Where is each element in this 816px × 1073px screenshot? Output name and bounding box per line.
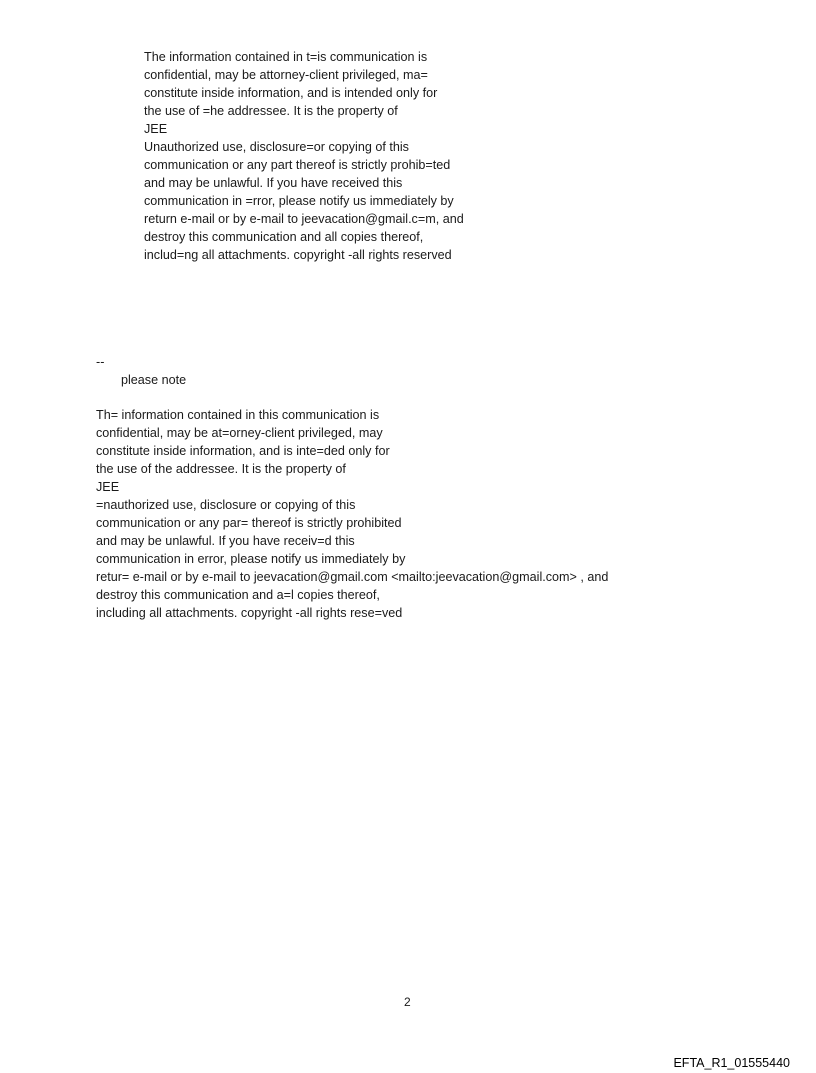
disclaimer-line: communication in =rror, please notify us immediately by xyxy=(144,194,454,208)
disclaimer-line: the use of =he addressee. It is the property of xyxy=(144,104,398,118)
disclaimer-line: confidential, may be attorney-client privileged, ma= xyxy=(144,68,428,82)
please-note-label: please note xyxy=(121,373,187,387)
disclaimer-block-indented xyxy=(144,48,464,264)
disclaimer-line: constitute inside information, and is inte=ded only for xyxy=(96,444,390,458)
disclaimer-line: JEE xyxy=(96,480,120,494)
disclaimer-line: retur= e-mail or by e-mail to jeevacation@gmail.com <mailto:jeevacation@gmail.com> , and xyxy=(96,570,609,584)
page-number: 2 xyxy=(404,995,411,1009)
disclaimer-line: confidential, may be at=orney-client privileged, may xyxy=(96,426,383,440)
disclaimer-line: communication or any part thereof is strictly prohib=ted xyxy=(144,158,451,172)
signature-separator: -- xyxy=(96,355,105,369)
disclaimer-line: JEE xyxy=(144,122,168,136)
disclaimer-block xyxy=(96,406,608,622)
disclaimer-line: communication in error, please notify us immediately by xyxy=(96,552,406,566)
disclaimer-line: destroy this communication and all copies thereof, xyxy=(144,230,424,244)
disclaimer-line: =nauthorized use, disclosure or copying of this xyxy=(96,498,356,512)
disclaimer-line: and may be unlawful. If you have received this xyxy=(144,176,403,190)
disclaimer-line: Unauthorized use, disclosure=or copying of this xyxy=(144,140,409,154)
disclaimer-line: Th= information contained in this communication is xyxy=(96,408,380,422)
disclaimer-line: constitute inside information, and is intended only for xyxy=(144,86,438,100)
disclaimer-line: communication or any par= thereof is strictly prohibited xyxy=(96,516,402,530)
disclaimer-line: includ=ng all attachments. copyright -all rights reserved xyxy=(144,248,452,262)
document-id-stamp: EFTA_R1_01555440 xyxy=(673,1056,790,1070)
disclaimer-line: destroy this communication and a=l copies thereof, xyxy=(96,588,380,602)
disclaimer-line: return e-mail or by e-mail to jeevacation@gmail.c=m, and xyxy=(144,212,464,226)
disclaimer-line: including all attachments. copyright -all rights rese=ved xyxy=(96,606,403,620)
disclaimer-line: the use of the addressee. It is the property of xyxy=(96,462,346,476)
disclaimer-line: and may be unlawful. If you have receiv=d this xyxy=(96,534,355,548)
disclaimer-line: The information contained in t=is communication is xyxy=(144,50,428,64)
